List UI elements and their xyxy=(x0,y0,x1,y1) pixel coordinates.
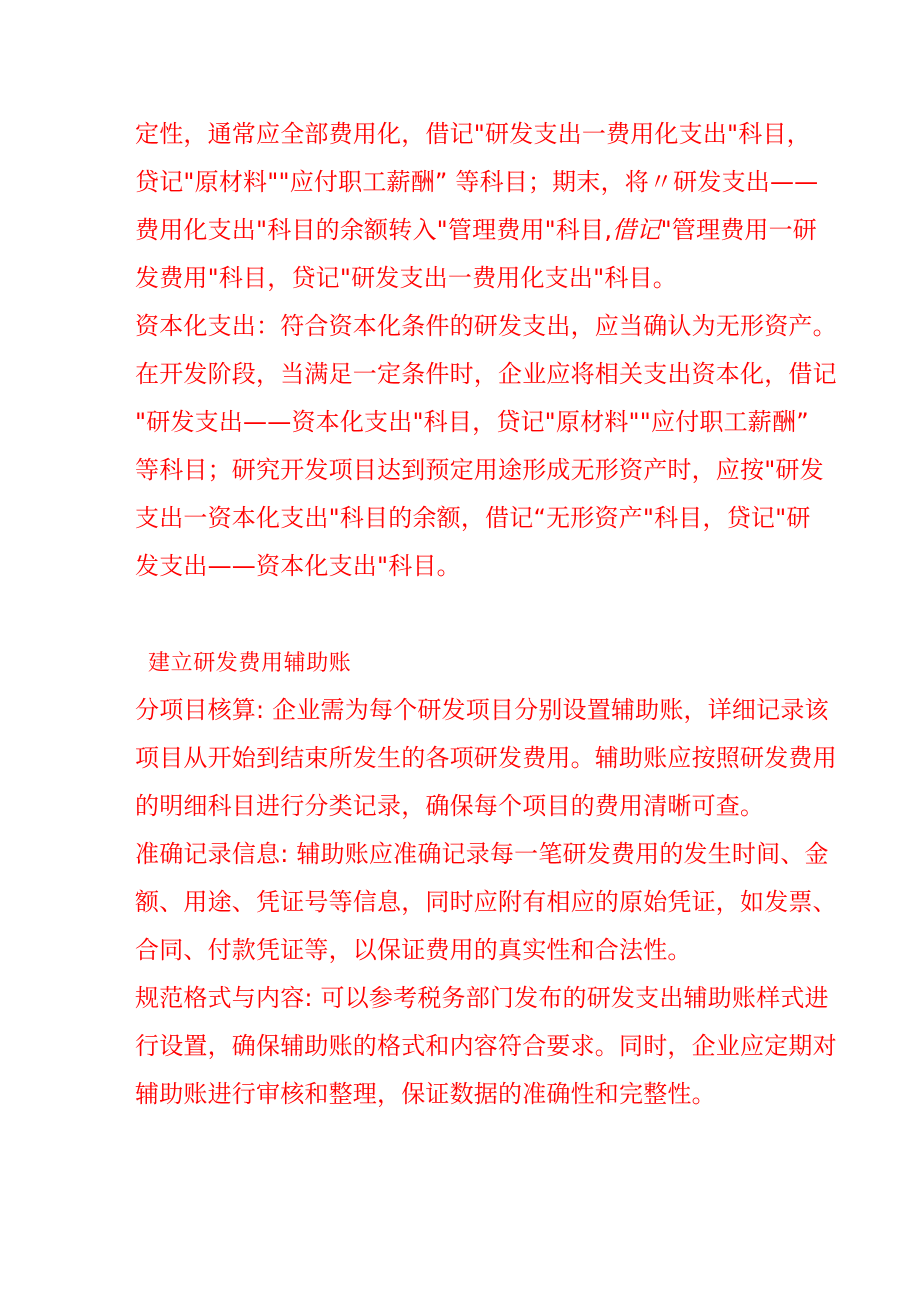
text-line: 规范格式与内容: 可以参考税务部门发布的研发支出辅助账样式进 xyxy=(135,984,829,1012)
text-line: 发支出——资本化支出"科目。 xyxy=(135,552,461,580)
text-line: 资本化支出：符合资本化条件的研发支出，应当确认为无形资产。 xyxy=(135,312,837,340)
text-line: 的明细科目进行分类记录，确保每个项目的费用清晰可查。 xyxy=(135,792,765,820)
text-fragment: "管理费用一研 xyxy=(660,216,818,244)
section-heading: 建立研发费用辅助账 xyxy=(148,651,352,676)
text-line: 辅助账进行审核和整理，保证数据的准确性和完整性。 xyxy=(135,1080,716,1108)
text-line: 行设置，确保辅助账的格式和内容符合要求。同时，企业应定期对 xyxy=(135,1032,837,1060)
text-line: 发费用"科目，贷记"研发支出一费用化支出"科目。 xyxy=(135,264,677,292)
text-fragment: 费用化支出"科目的余额转入"管理费用"科目, xyxy=(135,216,613,244)
text-line: 等科目；研究开发项目达到预定用途形成无形资产时，应按"研发 xyxy=(135,456,824,484)
italic-note: 借记 xyxy=(612,216,661,244)
text-line: 项目从开始到结束所发生的各项研发费用。辅助账应按照研发费用 xyxy=(135,744,837,772)
text-line: 支出一资本化支出"科目的余额，借记“无形资产"科目，贷记"研 xyxy=(135,504,811,532)
text-line: 在开发阶段，当满足一定条件时，企业应将相关支出资本化，借记 xyxy=(135,360,837,388)
text-line: 定性，通常应全部费用化，借记"研发支出一费用化支出"科目， xyxy=(135,120,811,148)
text-line xyxy=(135,214,817,246)
text-line: "研发支出——资本化支出"科目，贷记"原材料""应付职工薪酬” xyxy=(135,408,809,436)
text-line: 额、用途、凭证号等信息，同时应附有相应的原始凭证，如发票、 xyxy=(135,888,837,916)
text-line: 分项目核算: 企业需为每个研发项目分别设置辅助账，详细记录该 xyxy=(135,696,829,724)
text-line: 贷记"原材料""应付职工薪酬” 等科目；期末，将〃研发支出—— xyxy=(135,168,819,196)
text-line: 准确记录信息: 辅助账应准确记录每一笔研发费用的发生时间、金 xyxy=(135,840,829,868)
text-line: 合同、付款凭证等，以保证费用的真实性和合法性。 xyxy=(135,936,692,964)
